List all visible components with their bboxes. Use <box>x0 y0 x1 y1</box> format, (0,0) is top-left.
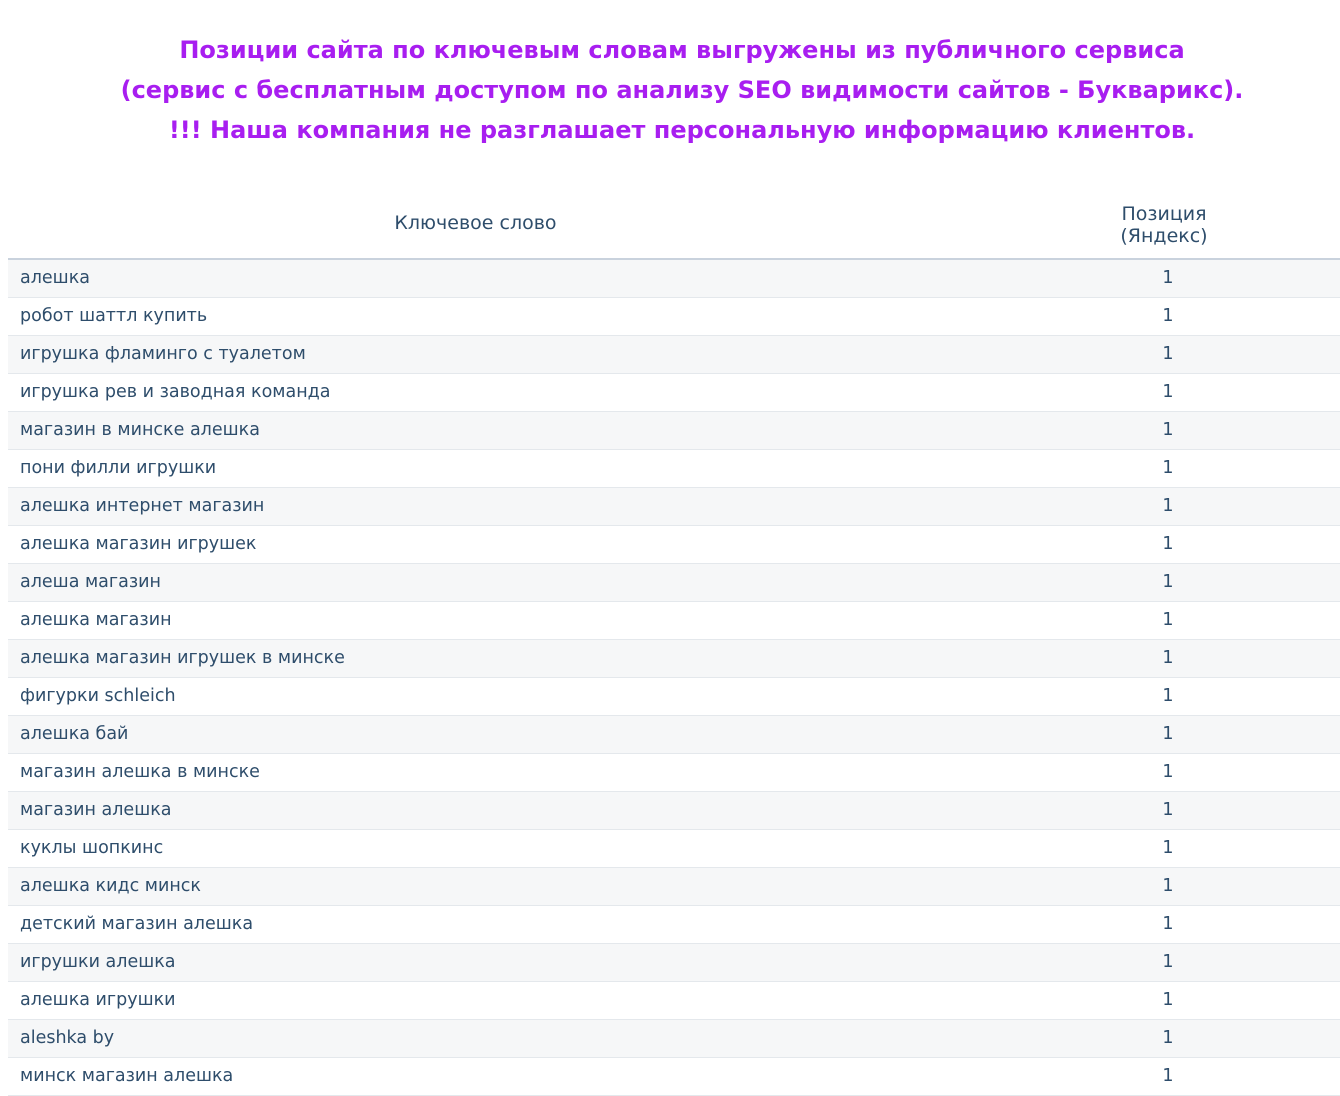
position-cell: 1 <box>1162 1066 1174 1086</box>
position-cell: 1 <box>1162 914 1174 934</box>
position-cell: 1 <box>1162 1028 1174 1048</box>
keyword-cell: алешка магазин игрушек <box>20 534 257 554</box>
table-row <box>8 412 1340 450</box>
keyword-cell: игрушки алешка <box>20 952 176 972</box>
table-row <box>8 868 1340 906</box>
position-cell: 1 <box>1162 686 1174 706</box>
table-row <box>8 564 1340 602</box>
position-cell: 1 <box>1162 306 1174 326</box>
table-header <box>8 193 1340 260</box>
position-cell: 1 <box>1162 610 1174 630</box>
table-row <box>8 1020 1340 1058</box>
column-header-position[interactable] <box>1074 203 1254 247</box>
position-cell: 1 <box>1162 724 1174 744</box>
table-row <box>8 678 1340 716</box>
keyword-cell: магазин алешка в минске <box>20 762 260 782</box>
keyword-cell: алешка магазин <box>20 610 172 630</box>
table-row <box>8 640 1340 678</box>
position-cell: 1 <box>1162 800 1174 820</box>
keyword-cell: робот шаттл купить <box>20 306 208 326</box>
table-row <box>8 374 1340 412</box>
table-row <box>8 488 1340 526</box>
notice-line-3: !!! Наша компания не разглашает персональную информацию клиентов. <box>168 116 1196 144</box>
keyword-cell: детский магазин алешка <box>20 914 254 934</box>
table-row <box>8 260 1340 298</box>
table-row <box>8 716 1340 754</box>
table-row <box>8 602 1340 640</box>
table-row <box>8 450 1340 488</box>
keyword-cell: алеша магазин <box>20 572 161 592</box>
keyword-cell: алешка бай <box>20 724 129 744</box>
table-row <box>8 1058 1340 1096</box>
column-header-position-line1: Позиция <box>1121 203 1207 225</box>
table-row <box>8 526 1340 564</box>
keyword-cell: алешка <box>20 268 90 288</box>
position-cell: 1 <box>1162 496 1174 516</box>
position-cell: 1 <box>1162 838 1174 858</box>
column-header-position-line2: (Яндекс) <box>1120 225 1208 247</box>
table-row <box>8 982 1340 1020</box>
keyword-cell: игрушка рев и заводная команда <box>20 382 331 402</box>
keyword-cell: алешка кидс минск <box>20 876 201 896</box>
position-cell: 1 <box>1162 344 1174 364</box>
position-cell: 1 <box>1162 952 1174 972</box>
table-row <box>8 754 1340 792</box>
keyword-cell: алешка игрушки <box>20 990 176 1010</box>
keywords-table <box>8 193 1340 1096</box>
keyword-cell: магазин алешка <box>20 800 172 820</box>
table-row <box>8 298 1340 336</box>
notice-line-1: Позиции сайта по ключевым словам выгружены из публичного сервиса <box>179 36 1185 64</box>
keyword-cell: алешка магазин игрушек в минске <box>20 648 345 668</box>
table-row <box>8 792 1340 830</box>
position-cell: 1 <box>1162 420 1174 440</box>
notice-line-2: (сервис с бесплатным доступом по анализу SEO видимости сайтов - Букварикс). <box>120 76 1244 104</box>
position-cell: 1 <box>1162 990 1174 1010</box>
table-row <box>8 336 1340 374</box>
keyword-cell: игрушка фламинго с туалетом <box>20 344 306 364</box>
position-cell: 1 <box>1162 572 1174 592</box>
table-row <box>8 830 1340 868</box>
keyword-cell: алешка интернет магазин <box>20 496 265 516</box>
position-cell: 1 <box>1162 382 1174 402</box>
keyword-cell: куклы шопкинс <box>20 838 164 858</box>
position-cell: 1 <box>1162 458 1174 478</box>
position-cell: 1 <box>1162 534 1174 554</box>
position-cell: 1 <box>1162 876 1174 896</box>
table-row <box>8 944 1340 982</box>
table-row <box>8 906 1340 944</box>
keyword-cell: пони филли игрушки <box>20 458 217 478</box>
position-cell: 1 <box>1162 268 1174 288</box>
keyword-cell: магазин в минске алешка <box>20 420 260 440</box>
keyword-cell: aleshka by <box>20 1028 115 1048</box>
column-header-keyword[interactable]: Ключевое слово <box>394 212 557 234</box>
table-body <box>8 260 1340 1096</box>
notice-banner <box>0 30 1340 150</box>
position-cell: 1 <box>1162 762 1174 782</box>
keyword-cell: минск магазин алешка <box>20 1066 234 1086</box>
keyword-cell: фигурки schleich <box>20 686 176 706</box>
position-cell: 1 <box>1162 648 1174 668</box>
